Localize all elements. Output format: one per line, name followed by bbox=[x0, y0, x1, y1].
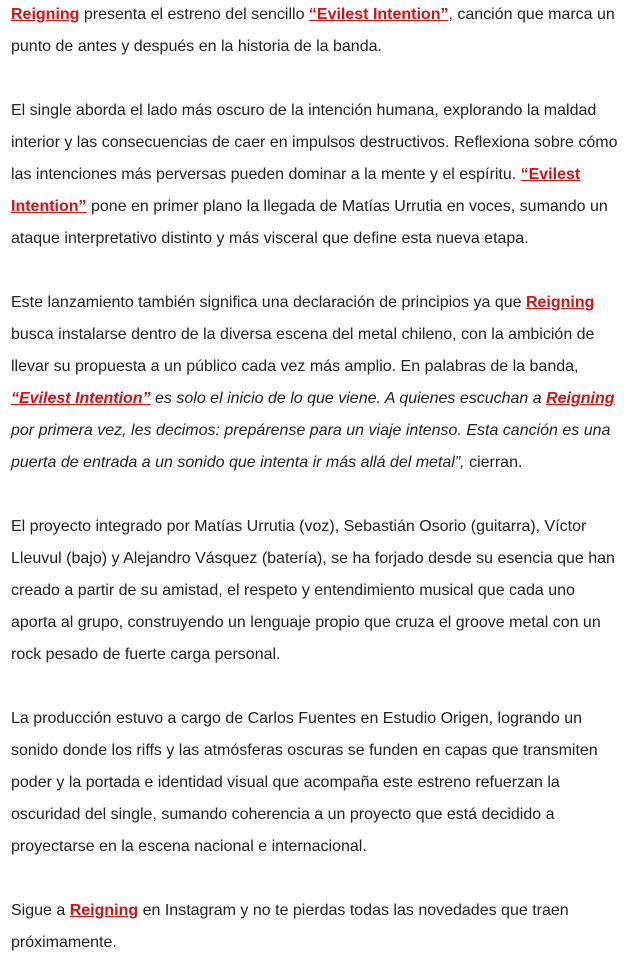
text-line: interior y las consecuencias de caer en impulsos destructivos. Reflexiona sobre cómo bbox=[11, 134, 618, 151]
text-line bbox=[11, 447, 614, 479]
band-link-reigning[interactable]: Reigning bbox=[11, 6, 80, 23]
text-segment: en Instagram y no te pierdas todas las novedades que traen bbox=[138, 902, 569, 919]
paragraph-single-theme bbox=[11, 95, 618, 255]
text-line: aporta al grupo, construyendo un lenguaje propio que cruza el groove metal con un bbox=[11, 614, 601, 631]
text-segment: cierran. bbox=[464, 454, 523, 471]
band-link-reigning[interactable]: Reigning bbox=[546, 390, 615, 407]
paragraph-launch bbox=[11, 287, 614, 479]
text-line bbox=[11, 159, 614, 191]
text-segment: las intenciones más perversas pueden dominar a la mente y el espíritu. bbox=[11, 166, 521, 183]
text-segment: Sigue a bbox=[11, 902, 70, 919]
band-link-reigning[interactable]: Reigning bbox=[525, 294, 595, 311]
text-line: El single aborda el lado más oscuro de la intención humana, explorando la maldad bbox=[11, 102, 597, 119]
text-line: proyectarse en la escena nacional e internacional. bbox=[11, 838, 367, 855]
text-segment: , canción que marca un bbox=[448, 6, 615, 23]
text-line: poder y la portada e identidad visual que acompaña este estreno refuerzan la bbox=[11, 774, 560, 791]
text-line: sonido donde los riffs y las atmósferas oscuras se funden en capas que transmiten bbox=[11, 742, 598, 759]
band-link-reigning[interactable]: Reigning bbox=[69, 902, 139, 919]
text-line bbox=[11, 415, 614, 447]
text-line: El proyecto integrado por Matías Urrutia (voz), Sebastián Osorio (guitarra), Víctor bbox=[11, 518, 587, 535]
paragraph-members bbox=[11, 511, 614, 671]
text-line: rock pesado de fuerte carga personal. bbox=[11, 646, 281, 663]
text-line: Lleuvul (bajo) y Alejandro Vásquez (batería), se ha forjado desde su esencia que han bbox=[11, 550, 615, 567]
text-segment: pone en primer plano la llegada de Matías Urrutia en voces, sumando un bbox=[86, 198, 608, 215]
text-line: oscuridad del single, sumando coherencia a un proyecto que está decidido a bbox=[11, 806, 555, 823]
text-line: próximamente. bbox=[11, 934, 117, 951]
song-link-evilest-intention[interactable]: “Evilest Intention” bbox=[308, 6, 449, 23]
song-link-intention[interactable]: Intention” bbox=[11, 198, 87, 215]
paragraph-follow bbox=[11, 895, 614, 959]
text-line: busca instalarse dentro de la diversa escena del metal chileno, con la ambición de bbox=[11, 326, 595, 343]
text-line: llevar su propuesta a un público cada vez más amplio. En palabras de la banda, bbox=[11, 358, 579, 375]
text-segment: presenta el estreno del sencillo bbox=[79, 6, 309, 23]
text-line bbox=[11, 383, 614, 415]
text-line: ataque interpretativo distinto y más visceral que define esta nueva etapa. bbox=[11, 230, 529, 247]
song-link-evilest-intention[interactable]: “Evilest Intention” bbox=[11, 390, 151, 407]
text-line bbox=[11, 287, 614, 319]
text-line bbox=[11, 895, 614, 927]
song-link-evilest[interactable]: “Evilest bbox=[520, 166, 581, 183]
text-line: La producción estuvo a cargo de Carlos Fuentes en Estudio Origen, logrando un bbox=[11, 710, 583, 727]
text-segment: Este lanzamiento también significa una declaración de principios ya que bbox=[11, 294, 526, 311]
text-line: creado a partir de su amistad, el respeto y entendimiento musical que cada uno bbox=[11, 582, 575, 599]
text-line bbox=[11, 0, 614, 31]
text-line bbox=[11, 191, 614, 223]
paragraph-intro bbox=[11, 0, 614, 63]
text-line: punto de antes y después en la historia de la banda. bbox=[11, 38, 382, 55]
quote-segment: es solo el inicio de lo que viene. A quienes escuchan a bbox=[150, 390, 547, 407]
paragraph-production bbox=[11, 703, 614, 863]
quote-segment: por primera vez, les decimos: prepárense para un viaje intenso. Esta canción es una bbox=[11, 422, 611, 439]
quote-segment: puerta de entrada a un sonido que intenta ir más allá del metal”, bbox=[11, 454, 465, 471]
